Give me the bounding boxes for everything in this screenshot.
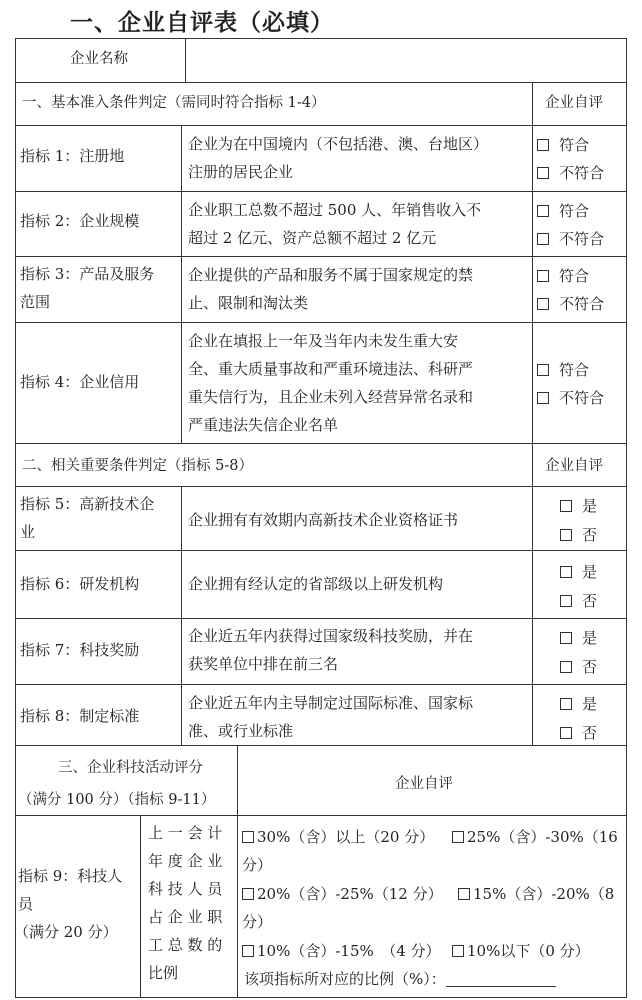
checkbox-icon[interactable]: [560, 632, 572, 644]
checkbox-icon[interactable]: [452, 831, 464, 843]
checkbox-icon[interactable]: [537, 233, 549, 245]
checkbox-icon[interactable]: [560, 529, 572, 541]
page-title: 一、企业自评表（必填）: [70, 9, 334, 36]
indicator-9-label-line3: （满分 20 分）: [14, 923, 118, 941]
indicator-2-desc-line2: 超过 2 亿元、资产总额不超过 2 亿元: [188, 229, 437, 247]
indicator-9-sub-label-line2: 年 度 企 业: [148, 852, 223, 870]
checkbox-icon[interactable]: [458, 888, 470, 900]
indicator-3-option-yes[interactable]: 符合: [537, 262, 589, 290]
indicator-4-desc-line3: 重失信行为，且企业未列入经营异常名录和: [188, 388, 474, 406]
ratio-field[interactable]: 该项指标所对应的比例（%）：: [244, 965, 556, 994]
indicator-7-label: 指标 7：科技奖励: [20, 641, 140, 659]
score-option-15-20-cont: 分）: [242, 913, 273, 931]
indicator-5-desc: 企业拥有有效期内高新技术企业资格证书: [188, 511, 459, 529]
indicator-3-label-line1: 指标 3：产品及服务: [20, 265, 155, 283]
score-option-below-10[interactable]: 10%以下（0 分）: [452, 937, 590, 966]
indicator-4-option-yes[interactable]: 符合: [537, 356, 589, 384]
indicator-4-desc-line2: 全、重大质量事故和严重环境违法、科研严: [188, 360, 474, 378]
indicator-5-option-no[interactable]: 否: [560, 521, 597, 549]
indicator-2-option-yes[interactable]: 符合: [537, 197, 589, 225]
indicator-4-option-no[interactable]: 不符合: [537, 384, 604, 412]
indicator-8-option-no[interactable]: 否: [560, 719, 597, 747]
checkbox-icon[interactable]: [537, 205, 549, 217]
indicator-9-sub-label-line4: 占 企 业 职: [148, 908, 223, 926]
section3-self-eval-header: 企业自评: [395, 776, 453, 792]
indicator-8-desc-line1: 企业近五年内主导制定过国际标准、国家标: [188, 694, 474, 712]
indicator-3-option-no[interactable]: 不符合: [537, 290, 604, 318]
indicator-8-label: 指标 8：制定标准: [20, 707, 140, 725]
indicator-2-option-no[interactable]: 不符合: [537, 225, 604, 253]
indicator-7-desc-line2: 获奖单位中排在前三名: [188, 655, 339, 673]
checkbox-icon[interactable]: [560, 661, 572, 673]
indicator-6-option-yes[interactable]: 是: [560, 558, 597, 586]
indicator-1-label: 指标 1：注册地: [20, 147, 125, 165]
indicator-9-label-line2: 员: [18, 895, 34, 913]
indicator-2-desc-line1: 企业职工总数不超过 500 人、年销售收入不: [188, 201, 482, 219]
checkbox-icon[interactable]: [537, 139, 549, 151]
section2-self-eval-header: 企业自评: [545, 458, 603, 474]
checkbox-icon[interactable]: [560, 727, 572, 739]
indicator-2-label: 指标 2：企业规模: [20, 212, 140, 230]
indicator-7-desc-line1: 企业近五年内获得过国家级科技奖励，并在: [188, 627, 474, 645]
section3-heading-line1: 三、企业科技活动评分: [58, 760, 203, 776]
checkbox-icon[interactable]: [242, 831, 254, 843]
score-option-20-25[interactable]: 20%（含）-25%（12 分）: [242, 880, 443, 909]
section1-heading: 一、基本准入条件判定（需同时符合指标 1-4）: [22, 95, 326, 111]
checkbox-icon[interactable]: [560, 566, 572, 578]
score-option-25-30-cont: 分）: [242, 856, 273, 874]
checkbox-icon[interactable]: [560, 698, 572, 710]
indicator-7-option-no[interactable]: 否: [560, 653, 597, 681]
ratio-input-blank[interactable]: [446, 970, 556, 987]
indicator-3-desc-line1: 企业提供的产品和服务不属于国家规定的禁: [188, 266, 474, 284]
indicator-9-sub-label-line3: 科 技 人 员: [148, 880, 223, 898]
indicator-1-desc-line1: 企业为在中国境内（不包括港、澳、台地区）: [188, 135, 489, 153]
indicator-6-option-no[interactable]: 否: [560, 587, 597, 615]
company-name-field[interactable]: [195, 45, 615, 74]
checkbox-icon[interactable]: [242, 888, 254, 900]
indicator-4-label: 指标 4：企业信用: [20, 373, 140, 391]
indicator-7-option-yes[interactable]: 是: [560, 624, 597, 652]
indicator-1-option-yes[interactable]: 符合: [537, 131, 589, 159]
indicator-3-label-line2: 范围: [20, 293, 51, 311]
company-name-label: 企业名称: [70, 51, 128, 67]
indicator-4-desc-line1: 企业在填报上一年及当年内未发生重大安: [188, 332, 459, 350]
indicator-3-desc-line2: 止、限制和淘汰类: [188, 294, 309, 312]
indicator-1-option-no[interactable]: 不符合: [537, 159, 604, 187]
indicator-5-label-line1: 指标 5：高新技术企: [20, 495, 155, 513]
checkbox-icon[interactable]: [537, 364, 549, 376]
indicator-9-sub-label-line6: 比例: [148, 964, 179, 982]
indicator-4-desc-line4: 严重违法失信企业名单: [188, 416, 339, 434]
section2-heading: 二、相关重要条件判定（指标 5-8）: [22, 458, 253, 474]
section3-heading-line2: （满分 100 分）（指标 9-11）: [18, 792, 216, 808]
indicator-9-label-line1: 指标 9：科技人: [18, 867, 123, 885]
indicator-8-option-yes[interactable]: 是: [560, 690, 597, 718]
checkbox-icon[interactable]: [537, 298, 549, 310]
indicator-9-sub-label-line1: 上 一 会 计: [148, 824, 223, 842]
checkbox-icon[interactable]: [242, 945, 254, 957]
section1-self-eval-header: 企业自评: [545, 95, 603, 111]
checkbox-icon[interactable]: [560, 595, 572, 607]
indicator-6-label: 指标 6：研发机构: [20, 575, 140, 593]
indicator-5-option-yes[interactable]: 是: [560, 492, 597, 520]
checkbox-icon[interactable]: [452, 945, 464, 957]
score-option-15-20[interactable]: 15%（含）-20%（8: [458, 880, 614, 909]
score-option-30-plus[interactable]: 30%（含）以上（20 分）: [242, 823, 434, 852]
checkbox-icon[interactable]: [537, 392, 549, 404]
checkbox-icon[interactable]: [537, 167, 549, 179]
indicator-1-desc-line2: 注册的居民企业: [188, 163, 294, 181]
checkbox-icon[interactable]: [560, 500, 572, 512]
score-option-10-15[interactable]: 10%（含）-15% （4 分）: [242, 937, 441, 966]
indicator-9-sub-label-line5: 工 总 数 的: [148, 936, 223, 954]
indicator-6-desc: 企业拥有经认定的省部级以上研发机构: [188, 575, 444, 593]
indicator-5-label-line2: 业: [20, 523, 36, 541]
checkbox-icon[interactable]: [537, 270, 549, 282]
score-option-25-30[interactable]: 25%（含）-30%（16: [452, 823, 618, 852]
indicator-8-desc-line2: 准、或行业标准: [188, 722, 294, 740]
